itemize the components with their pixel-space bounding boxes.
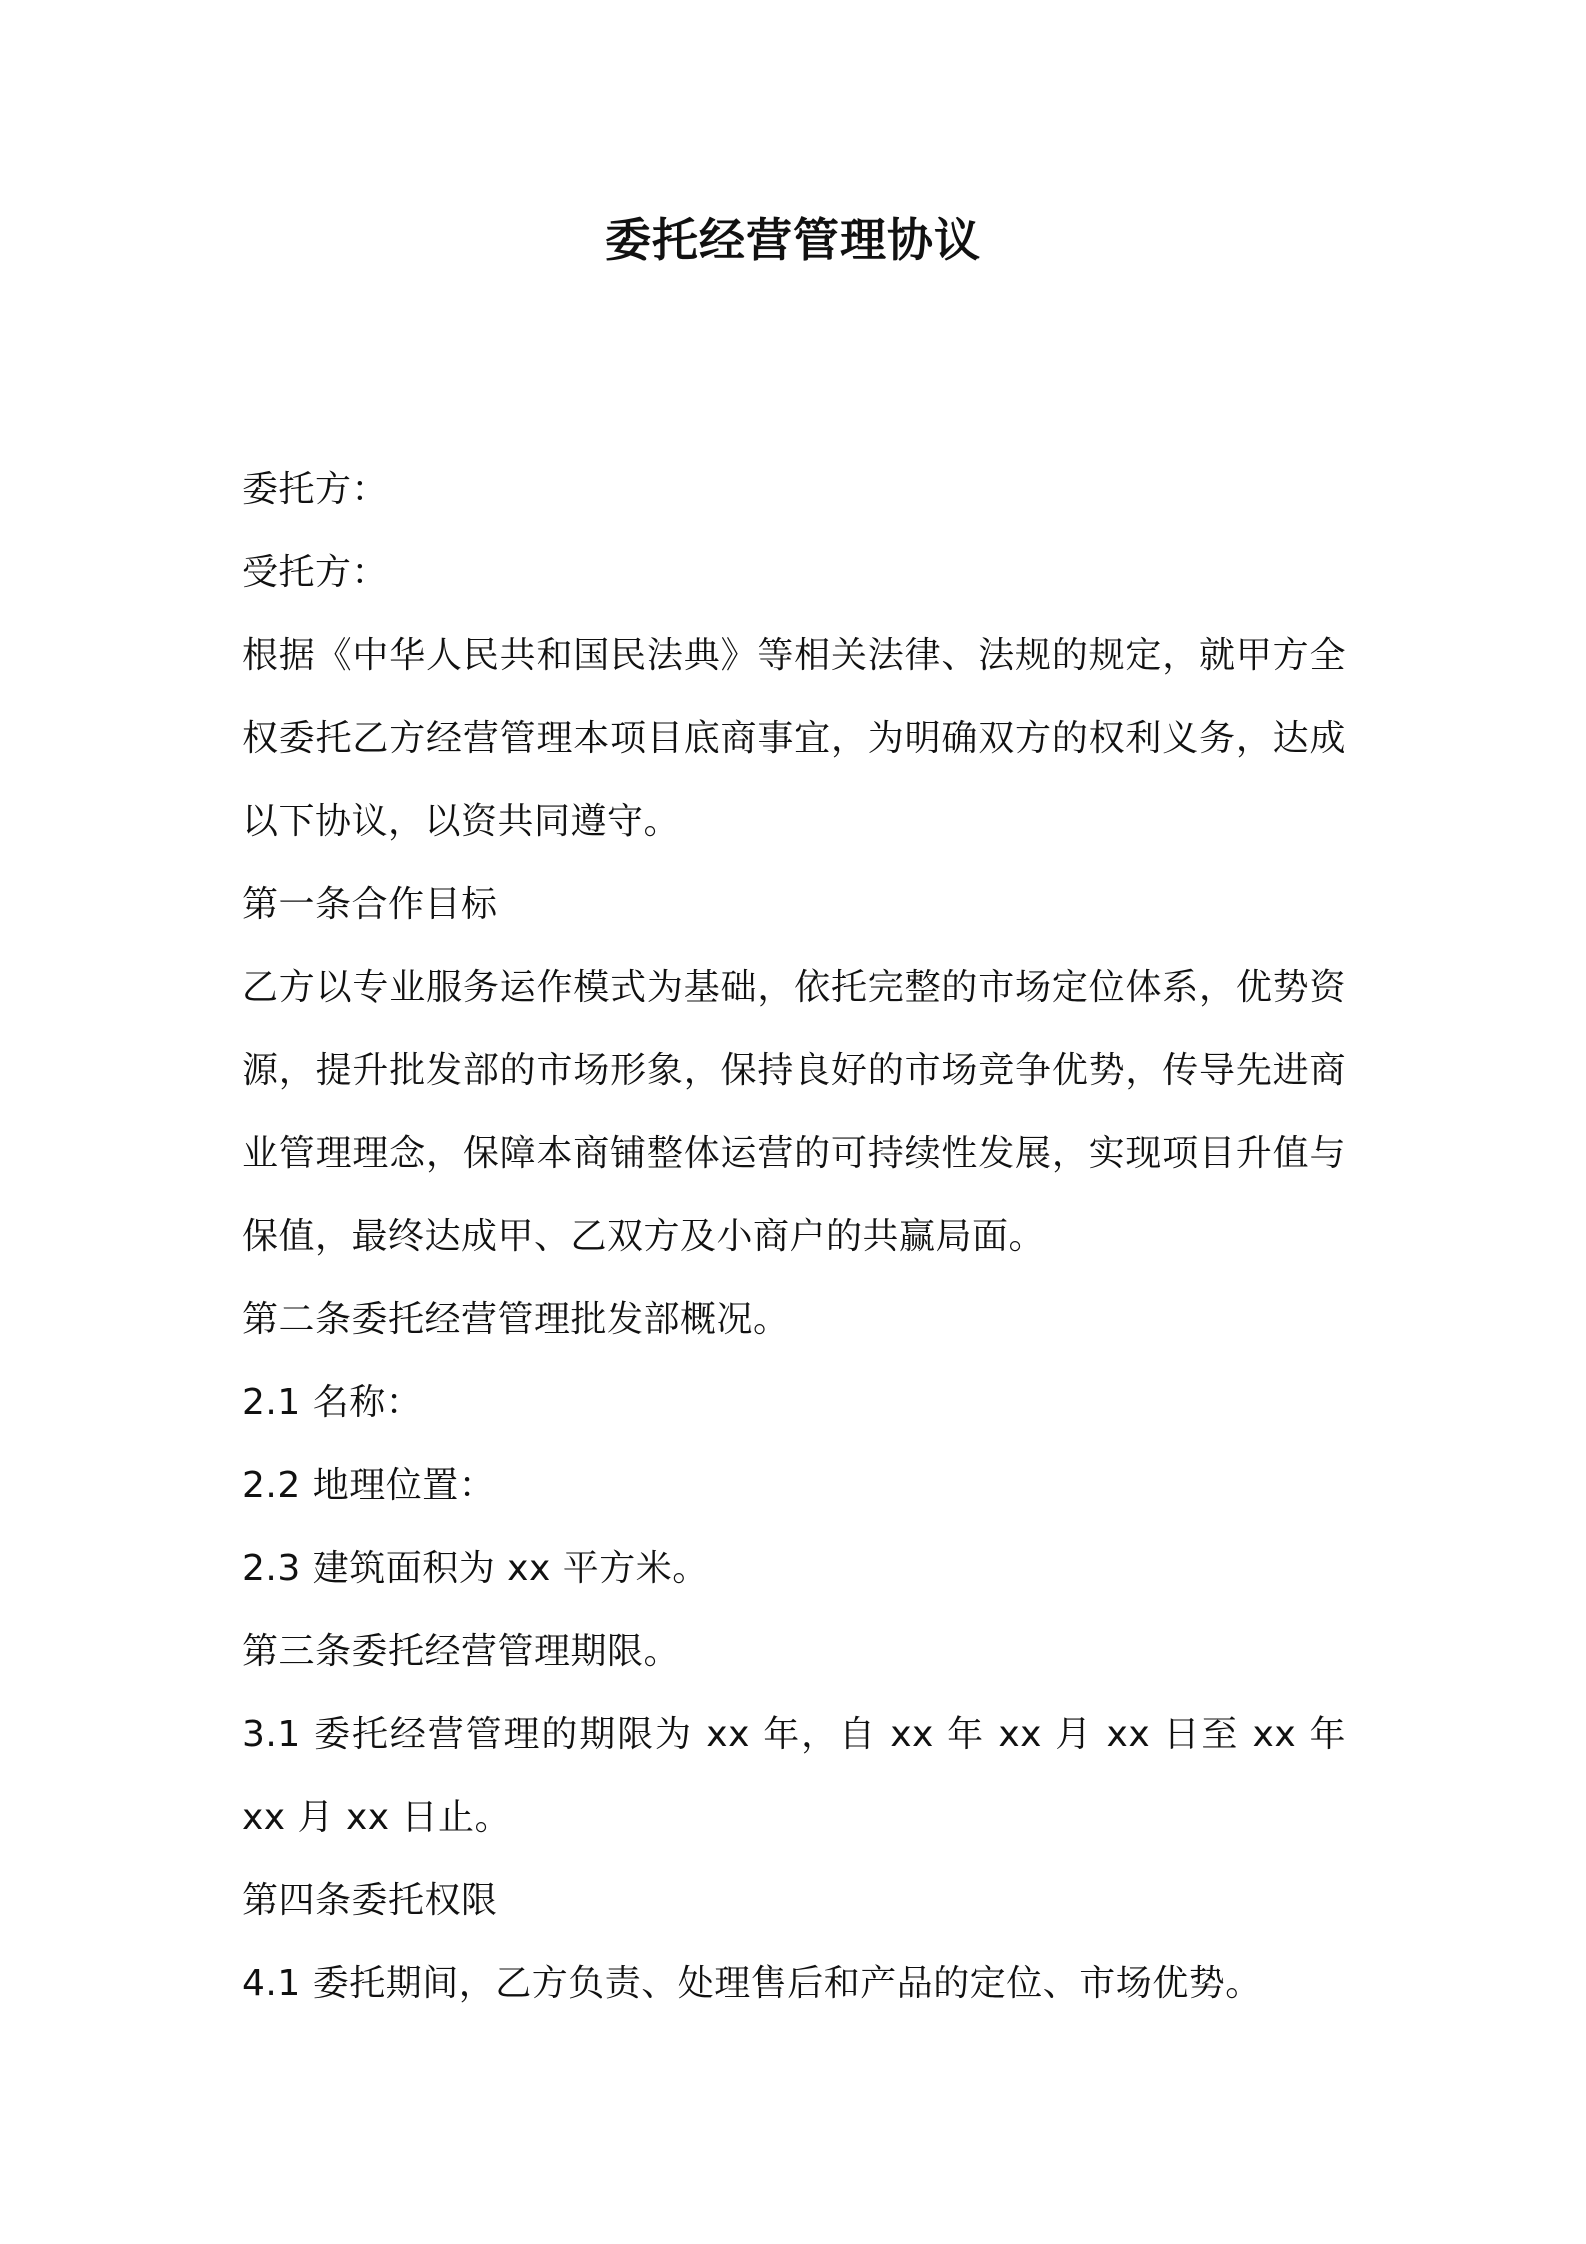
article-2-heading: 第二条委托经营管理批发部概况。 (242, 1299, 790, 1340)
clause-4-1: 4.1 委托期间，乙方负责、处理售后和产品的定位、市场优势。 (242, 1963, 1262, 2004)
preamble-paragraph: 根据《中华人民共和国民法典》等相关法律、法规的规定，就甲方全权委托乙方经营管理本项目底商事宜，为明确双方的权利义务，达成以下协议，以资共同遵守。 (242, 635, 1346, 842)
article-3-heading: 第三条委托经营管理期限。 (242, 1631, 681, 1672)
clause-3-1: 3.1 委托经营管理的期限为 xx 年，自 xx 年 xx 月 xx 日至 xx 年 xx 月 xx 日止。 (242, 1714, 1346, 1838)
article-1-paragraph: 乙方以专业服务运作模式为基础，依托完整的市场定位体系，优势资源，提升批发部的市场形象，保持良好的市场竞争优势，传导先进商业管理理念，保障本商铺整体运营的可持续性发展，实现项目升值与保值，最终达成甲、乙双方及小商户的共赢局面。 (242, 967, 1346, 1257)
document-body (242, 448, 1346, 2025)
clause-2-3: 2.3 建筑面积为 xx 平方米。 (242, 1548, 709, 1589)
agent-party-line: 受托方： (242, 552, 389, 593)
document-title: 委托经营管理协议 (605, 213, 981, 267)
article-4-heading: 第四条委托权限 (242, 1880, 498, 1921)
article-1-heading: 第一条合作目标 (242, 884, 498, 925)
clause-2-1: 2.1 名称： (242, 1382, 423, 1423)
clause-2-2: 2.2 地理位置： (242, 1465, 496, 1506)
principal-party-line: 委托方： (242, 469, 389, 510)
